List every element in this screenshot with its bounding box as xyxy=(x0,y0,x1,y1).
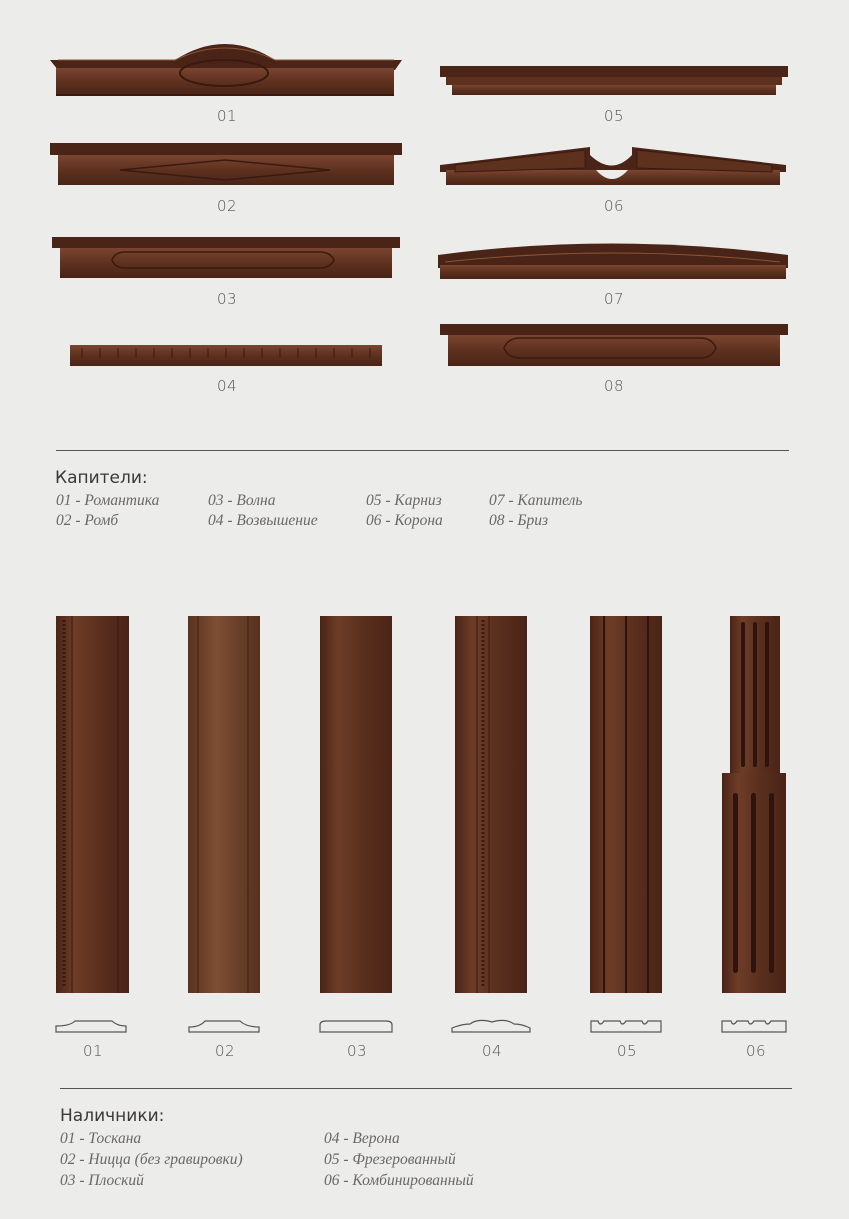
casings-heading: Наличники: xyxy=(60,1106,165,1126)
capital-caption: 07 - Капитель xyxy=(489,492,583,509)
casing-caption: 05 - Фрезерованный xyxy=(324,1151,456,1168)
casing-label-01: 01 xyxy=(83,1042,104,1060)
casing-06-image xyxy=(722,616,786,993)
capital-06-image xyxy=(440,147,786,185)
capital-caption: 02 - Ромб xyxy=(56,512,119,529)
capital-07-image xyxy=(438,244,788,280)
casing-caption: 02 - Ницца (без гравировки) xyxy=(60,1151,243,1168)
capital-caption: 05 - Карниз xyxy=(366,492,442,509)
casing-03-image xyxy=(320,616,392,993)
capital-label-04: 04 xyxy=(217,377,238,395)
casing-01-image xyxy=(56,616,129,993)
casing-05-image xyxy=(590,616,662,993)
divider xyxy=(56,450,789,451)
casing-02-image xyxy=(188,616,260,993)
capital-05-image xyxy=(440,66,788,95)
casing-label-06: 06 xyxy=(746,1042,767,1060)
capital-label-05: 05 xyxy=(604,107,625,125)
casing-label-03: 03 xyxy=(347,1042,368,1060)
capital-label-02: 02 xyxy=(217,197,238,215)
capital-caption: 01 - Романтика xyxy=(56,492,160,509)
capitals-heading: Капители: xyxy=(55,468,148,488)
capital-caption: 08 - Бриз xyxy=(489,512,549,529)
capital-label-03: 03 xyxy=(217,290,238,308)
divider xyxy=(60,1088,792,1089)
capital-caption: 04 - Возвышение xyxy=(208,512,318,529)
casing-label-05: 05 xyxy=(617,1042,638,1060)
capital-label-08: 08 xyxy=(604,377,625,395)
capital-label-07: 07 xyxy=(604,290,625,308)
capital-caption: 03 - Волна xyxy=(208,492,276,509)
capital-label-06: 06 xyxy=(604,197,625,215)
casing-caption: 01 - Тоскана xyxy=(60,1130,142,1147)
casing-profiles xyxy=(56,1020,786,1032)
casing-caption: 06 - Комбинированный xyxy=(324,1172,474,1189)
casing-label-04: 04 xyxy=(482,1042,503,1060)
capital-02-image xyxy=(50,143,402,185)
capital-04-image xyxy=(70,345,382,366)
capital-label-01: 01 xyxy=(217,107,238,125)
capital-08-image xyxy=(440,324,788,366)
casing-04-image xyxy=(455,616,527,993)
casing-caption: 04 - Верона xyxy=(324,1130,400,1147)
casing-label-02: 02 xyxy=(215,1042,236,1060)
capital-01-image xyxy=(50,44,402,96)
capital-caption: 06 - Корона xyxy=(366,512,443,529)
casing-caption: 03 - Плоский xyxy=(60,1172,144,1189)
capital-03-image xyxy=(52,237,400,278)
